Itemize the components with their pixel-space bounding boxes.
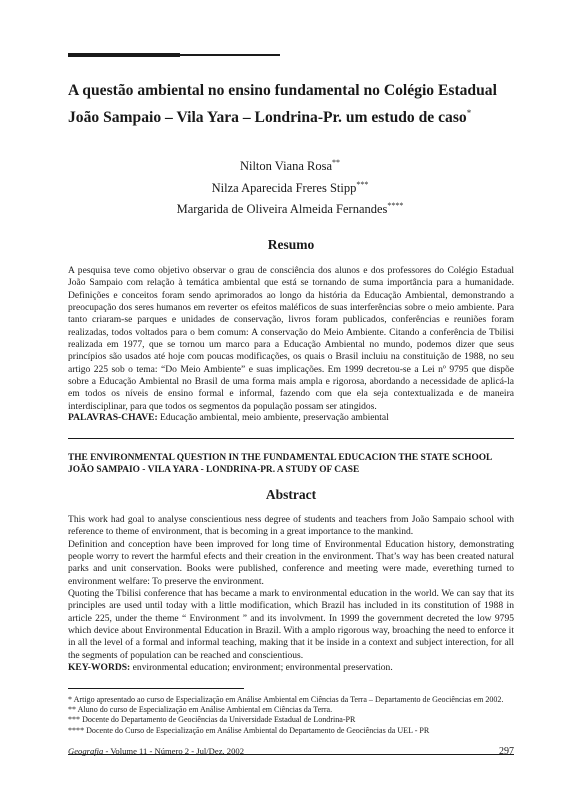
english-title-line-2: JOÃO SAMPAIO - VILA YARA - LONDRINA-PR. A STUDY OF CASE (68, 465, 360, 476)
top-decorative-rule (68, 54, 280, 56)
footnote: * Artigo apresentado ao curso de Especialização em Análise Ambiental em Ciências da Terra – Departamento de Geociências em 2002. (68, 695, 504, 704)
journal-issue: - Volume 11 - Número 2 - Jul/Dez. 2002 (103, 746, 244, 756)
footnote-separator (68, 688, 244, 689)
english-title-line-1: THE ENVIRONMENTAL QUESTION IN THE FUNDAMENTAL EDUCACION THE STATE SCHOOL (68, 453, 493, 463)
author-3 (140, 197, 440, 219)
resumo-keywords-label: PALAVRAS-CHAVE: (68, 412, 158, 423)
footnote: ** Aluno do curso de Especialização em Análise Ambiental em Ciências da Terra. (68, 705, 333, 715)
author-2 (140, 176, 440, 198)
abstract-paragraph-3: Quoting the Tbilisi conference that has became a mark to environmental education in the world. We can say that its principles are used until today with a little modification, which Brazil has included in its constitution of 1988 in article 225, under the theme “ Environment ” and its involvment. In 1999 the government decreted the low 9795 which device about Environmental Education in Brazil. With a amplo rigorous way, broaching the need to enforce it in all the level of a formal and informal teaching, making that it be inside in a context and subject interection, for all the segments of population can be reached and conscientious. (68, 588, 514, 661)
section-divider (68, 438, 514, 439)
resumo-keywords-text: Educação ambiental, meio ambiente, preservação ambiental (157, 412, 389, 423)
title-line-2: João Sampaio – Vila Yara – Londrina-Pr. um estudo de caso (68, 109, 467, 127)
title-footnote-mark: * (466, 108, 472, 118)
resumo-heading: Resumo (267, 237, 315, 252)
author-1 (140, 154, 440, 176)
title-line-1: A questão ambiental no ensino fundamental no Colégio Estadual (68, 82, 497, 99)
english-title (68, 452, 514, 477)
abstract-body (68, 514, 514, 674)
article-title (68, 80, 518, 129)
author-list (140, 154, 440, 219)
author-footnote-mark: *** (356, 179, 369, 189)
running-footer (68, 746, 514, 757)
footnote: *** Docente do Departamento de Geociências da Universidade Estadual de Londrina-PR (68, 715, 356, 725)
resumo-body: A pesquisa teve como objetivo observar o grau de consciência dos alunos e dos professores do Colégio Estadual João Sampaio com relação à temática ambiental que está se tornando de suma importância para a humanidade. Definições e conceitos foram sendo aprimorados ao longo da história da Educação Ambiental, demonstrando a preocupação dos seres humanos em reverter os efeitos maléficos de suas interferências sobre o meio ambiente. Para tanto criaram-se parques e unidades de conservação, livros foram publicados, conferências e reuniões foram realizadas, todos voltados para o bem comum: A conservação do Meio Ambiente. Citando a conferência de Tbilisi realizada em 1977, que se tornou um marco para a Educação Ambiental no mundo, podemos dizer que seus princípios são usados até hoje com poucas modificações, os quais o Brasil incluiu na constituição de 1988, no seu artigo 225 sob o tema: “Do Meio Ambiente” e suas implicações. Em 1999 decretou-se a Lei nº 9795 que dispõe sobre a Educação Ambiental no Brasil de uma forma mais ampla e rigorosa, abordando a necessidade de aplicá-la em todos os níveis de ensino formal e informal, fazendo com que ela seja contextualizada e de maneira interdisciplinar, para que todos os segmentos da população possam ser atingidos. (68, 265, 514, 412)
author-footnote-mark: **** (387, 201, 404, 211)
page-number: 297 (499, 746, 514, 757)
abstract-heading: Abstract (265, 487, 317, 502)
journal-name: Geografia (68, 746, 104, 756)
abstract-paragraph-2: Definition and conception have been improved for long time of Environmental Education history, demonstrating people worry to revert the harmful efects and their creation in the environment. That’s way has been created natural parks and unit conservation. Books were published, conference and meeting were made, everething turned to environment welfare: To preserve the environment. (68, 538, 514, 587)
author-name: Nilton Viana Rosa (239, 159, 333, 174)
author-name: Nilza Aparecida Freres Stipp (211, 180, 357, 195)
resumo-keywords (68, 412, 514, 424)
author-name: Margarida de Oliveira Almeida Fernandes (176, 202, 388, 217)
author-footnote-mark: ** (332, 158, 341, 167)
abstract-paragraph-1: This work had goal to analyse conscientious ness degree of students and teachers from João Sampaio school with reference to theme of environment, that is becoming in a great importance to the mankind. (68, 514, 514, 538)
top-rule-thick-segment (68, 53, 180, 57)
footnotes (68, 695, 514, 736)
abstract-keywords (68, 662, 514, 674)
abstract-keywords-text: environmental education; environment; environmental preservation. (130, 662, 393, 674)
abstract-keywords-label: KEY-WORDS: (68, 662, 131, 674)
footnote: **** Docente do Curso de Especialização em Análise Ambiental do Departamento de Geociências da UEL - PR (68, 725, 430, 735)
